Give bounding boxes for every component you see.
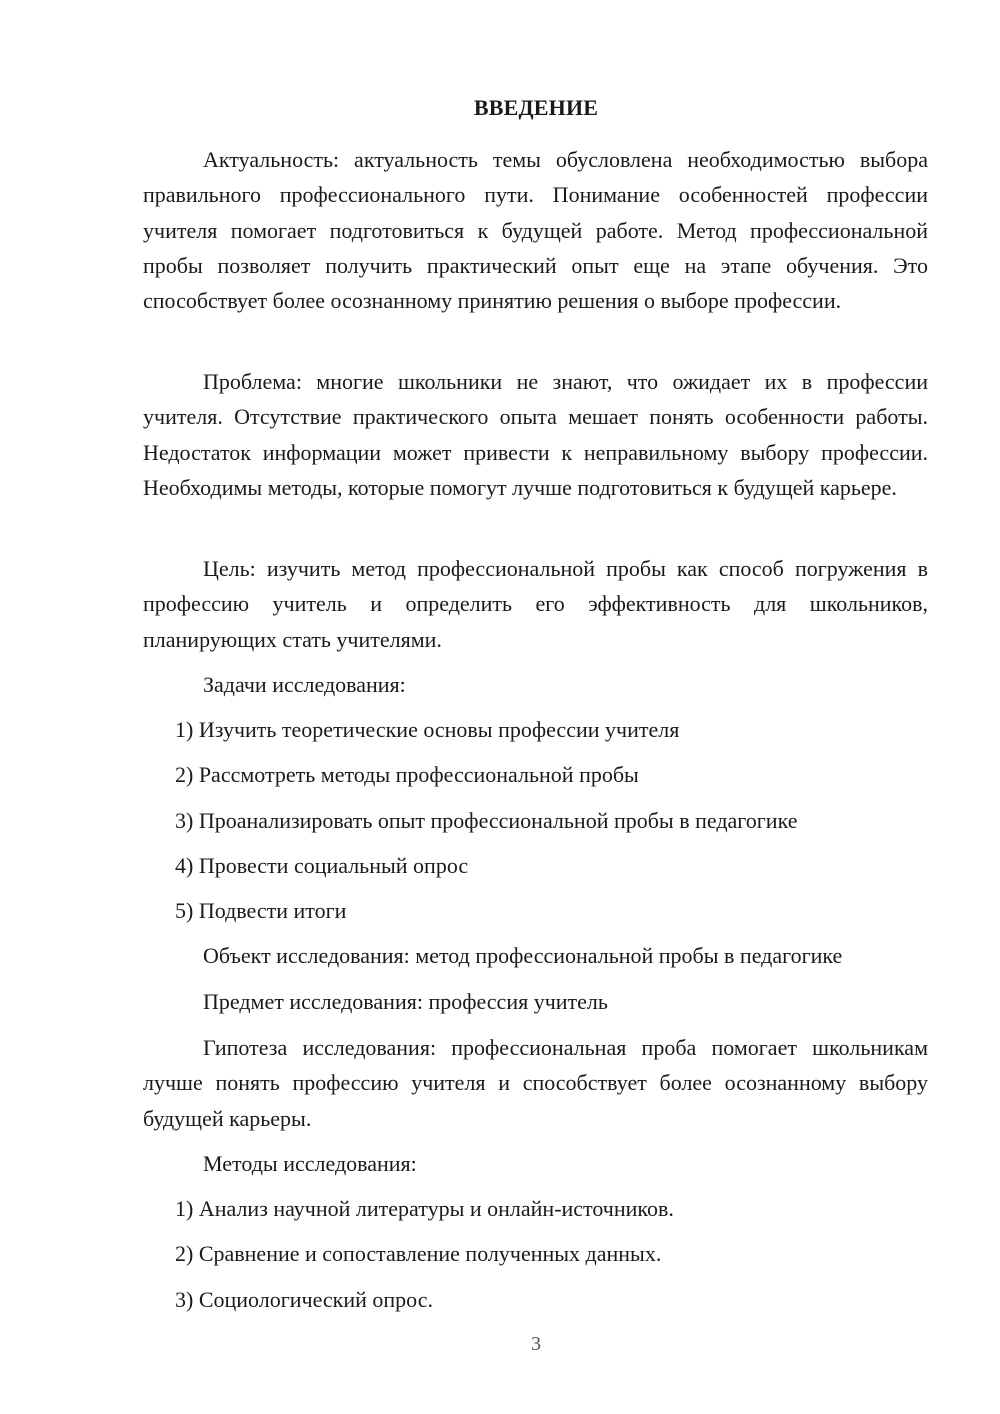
research-subject: Предмет исследования: профессия учитель <box>203 989 608 1014</box>
page-number: 3 <box>531 1333 541 1355</box>
problem-paragraph: Проблема: многие школьники не знают, что ожидает их в профессии учителя. Отсутствие практического опыта мешает понять особенности работы. Недостаток информации может привести к неправильному выбору профессии. Необходимы методы, которые помогут лучше подготовиться к будущей карьере. <box>143 369 928 500</box>
method-item: 2) Сравнение и сопоставление полученных данных. <box>175 1241 662 1266</box>
task-item: 2) Рассмотреть методы профессиональной пробы <box>175 762 639 787</box>
method-item: 1) Анализ научной литературы и онлайн-источников. <box>175 1196 674 1221</box>
research-object: Объект исследования: метод профессиональной пробы в педагогике <box>203 943 843 968</box>
hypothesis-paragraph: Гипотеза исследования: профессиональная проба помогает школьникам лучше понять профессию учителя и способствует более осознанному выбору будущей карьеры. <box>143 1035 928 1131</box>
methods-heading: Методы исследования: <box>203 1151 417 1176</box>
page-title: ВВЕДЕНИЕ <box>473 95 599 120</box>
task-item: 1) Изучить теоретические основы профессии учителя <box>175 717 680 742</box>
task-item: 4) Провести социальный опрос <box>175 853 469 878</box>
method-item: 3) Социологический опрос. <box>175 1287 433 1312</box>
task-item: 5) Подвести итоги <box>175 898 347 923</box>
tasks-heading: Задачи исследования: <box>203 672 406 697</box>
task-item: 3) Проанализировать опыт профессиональной пробы в педагогике <box>175 808 798 833</box>
goal-paragraph: Цель: изучить метод профессиональной пробы как способ погружения в профессию учитель и определить его эффективность для школьников, планирующих стать учителями. <box>143 556 928 652</box>
relevance-paragraph: Актуальность: актуальность темы обусловлена необходимостью выбора правильного профессионального пути. Понимание особенностей профессии учителя помогает подготовиться к будущей работе. Метод профессиональной пробы позволяет получить практический опыт еще на этапе обучения. Это способствует более осознанному принятию решения о выборе профессии. <box>143 147 928 314</box>
